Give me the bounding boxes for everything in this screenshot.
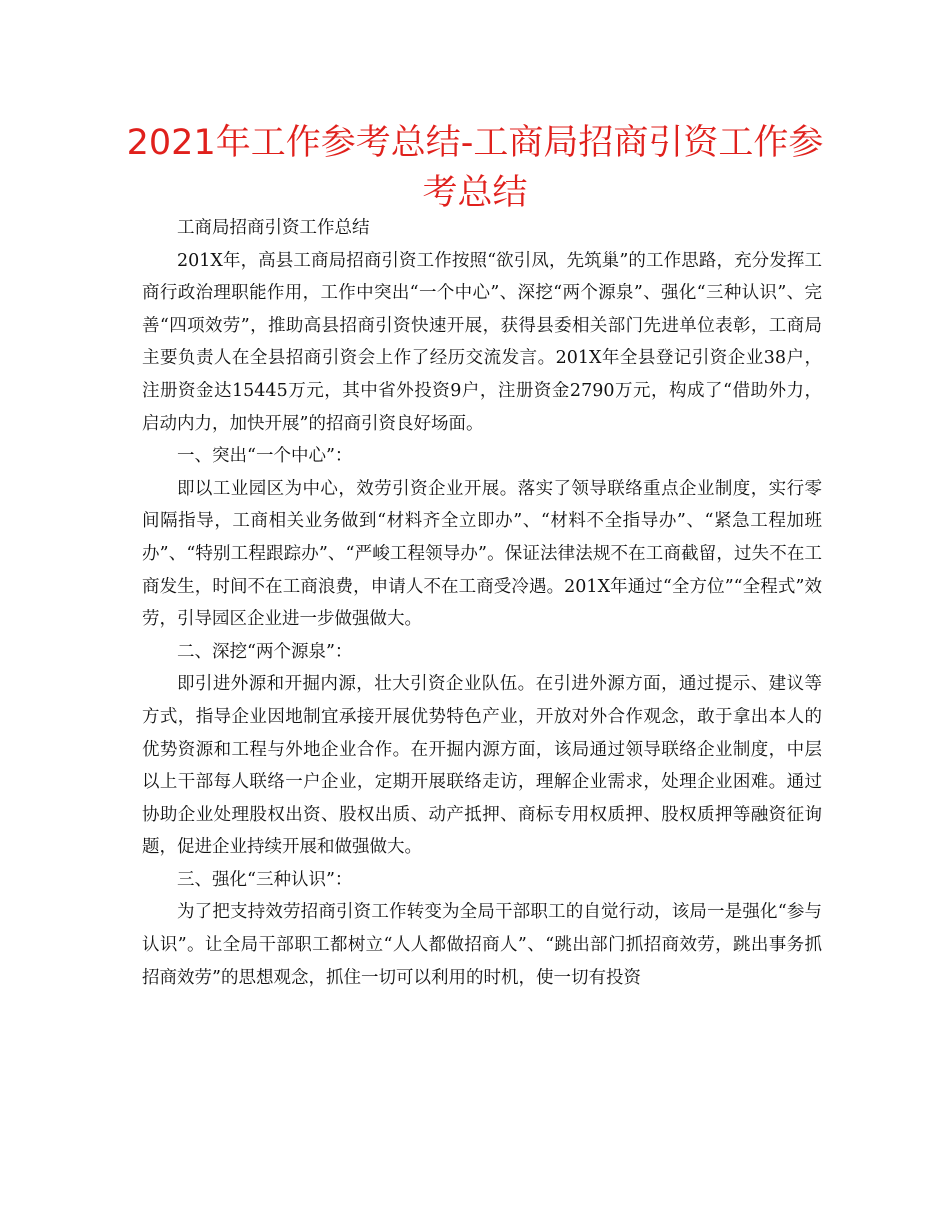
paragraph-intro: 201X年，高县工商局招商引资工作按照“欲引凤，先筑巢”的工作思路，充分发挥工商行政治理职能作用，工作中突出“一个中心”、深挖“两个源泉”、强化“三种认识”、完善“四项效劳”，推助高县招商引资快速开展，获得县委相关部门先进单位表彰，工商局主要负责人在全县招商引资会上作了经历交流发言。201X年全县登记引资企业38户，注册资金达15445万元，其中省外投资9户，注册资金2790万元，构成了“借助外力，启动内力，加快开展”的招商引资良好场面。 xyxy=(142,250,822,434)
paragraph-section-3: 为了把支持效劳招商引资工作转变为全局干部职工的自觉行动，该局一是强化“参与认识”。让全局干部职工都树立“人人都做招商人”、“跳出部门抓招商效劳，跳出事务抓招商效劳”的思想观念，抓住一切可以利用的时机，使一切有投资 xyxy=(142,902,822,988)
paragraph-subtitle: 工商局招商引资工作总结 xyxy=(177,218,370,238)
paragraph-section-2: 即引进外源和开掘内源，壮大引资企业队伍。在引进外源方面，通过提示、建议等方式，指导企业因地制宜承接开展优势特色产业，开放对外合作观念，敢于拿出本人的优势资源和工程与外地企业合作。在开掘内源方面，该局通过领导联络企业制度，中层以上干部每人联络一户企业，定期开展联络走访，理解企业需求，处理企业困难。通过协助企业处理股权出资、股权出质、动产抵押、商标专用权质押、股权质押等融资征询题，促进企业持续开展和做强做大。 xyxy=(142,674,822,858)
paragraph-section-1: 即以工业园区为中心，效劳引资企业开展。落实了领导联络重点企业制度，实行零间隔指导，工商相关业务做到“材料齐全立即办”、“材料不全指导办”、“紧急工程加班办”、“特别工程跟踪办”、“严峻工程领导办”。保证法律法规不在工商截留，过失不在工商发生，时间不在工商浪费，申请人不在工商受冷遇。201X年通过“全方位”“全程式”效劳，引导园区企业进一步做强做大。 xyxy=(142,478,822,630)
section-heading-1: 一、突出“一个中心”： xyxy=(177,446,353,467)
document-title: 2021年工作参考总结-工商局招商引资工作参考总结 xyxy=(126,123,824,213)
section-heading-3: 三、强化“三种认识”： xyxy=(177,869,353,890)
document-body xyxy=(142,212,822,994)
section-heading-2: 二、深挖“两个源泉”： xyxy=(177,641,353,662)
